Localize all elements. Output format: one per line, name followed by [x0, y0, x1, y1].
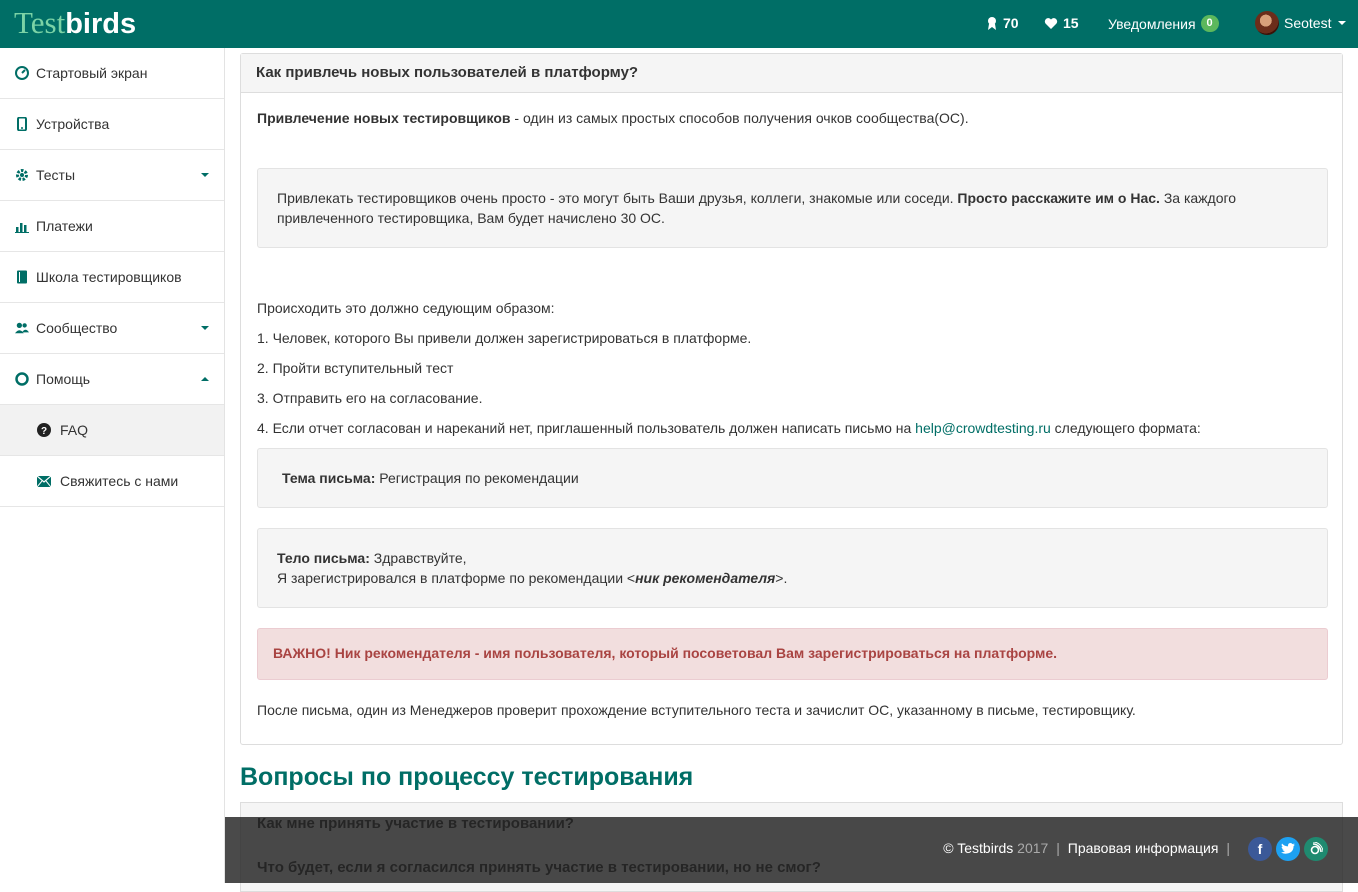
steps-intro: Происходить это должно седующим образом:: [257, 300, 555, 316]
logo-part-2: birds: [65, 8, 137, 40]
sidebar-item-devices[interactable]: [0, 99, 224, 150]
copyright: © Testbirds: [943, 840, 1014, 856]
likes-counter[interactable]: [1044, 15, 1079, 31]
footer-separator: |: [1226, 840, 1230, 856]
sidebar-item-label: Сообщество: [36, 320, 118, 336]
book-icon: [15, 270, 29, 284]
body-line-2a: Я зарегистрировался в платформе по рекомендации <: [277, 570, 636, 586]
sidebar-item-faq[interactable]: [0, 405, 224, 456]
footer-separator: |: [1056, 840, 1060, 856]
sidebar-item-label: Платежи: [36, 218, 93, 234]
subject-value: Регистрация по рекомендации: [375, 470, 579, 486]
well-bold: Просто расскажите им о Нас.: [957, 190, 1160, 206]
sidebar-item-tests[interactable]: [0, 150, 224, 201]
email-subject-well: [257, 448, 1328, 508]
chevron-down-icon: [201, 173, 209, 177]
username: Seotest: [1284, 15, 1332, 31]
facebook-icon[interactable]: f: [1248, 837, 1272, 861]
chevron-down-icon: [201, 326, 209, 330]
points-value: 70: [1003, 15, 1019, 31]
legal-link[interactable]: Правовая информация: [1067, 840, 1219, 856]
step-4-after: следующего формата:: [1050, 420, 1201, 436]
notifications-badge: 0: [1201, 15, 1219, 32]
sidebar-item-school[interactable]: [0, 252, 224, 303]
dashboard-icon: [15, 66, 29, 80]
step-4: [257, 418, 1201, 438]
important-alert: ВАЖНО! Ник рекомендателя - имя пользователя, который посоветовал Вам зарегистрироваться на платформе.: [257, 628, 1328, 680]
users-icon: [15, 321, 29, 335]
footer: [225, 817, 1358, 883]
intro-paragraph: [257, 108, 969, 128]
outro-paragraph: После письма, один из Менеджеров проверит прохождение вступительного теста и зачислит ОС, указанному в письме, тестировщику.: [257, 702, 1136, 718]
well-line-2: привлеченного тестировщика, Вам будет начислено 30 ОС.: [277, 210, 665, 226]
help-email-link[interactable]: help@crowdtesting.ru: [915, 420, 1051, 436]
avatar: [1255, 11, 1279, 35]
footer-text: [943, 840, 1234, 856]
sidebar-item-community[interactable]: [0, 303, 224, 354]
bar-chart-icon: [15, 219, 29, 233]
sidebar-item-label: Школа тестировщиков: [36, 269, 182, 285]
user-menu[interactable]: [1255, 11, 1346, 35]
intro-bold: Привлечение новых тестировщиков: [257, 110, 511, 126]
faq-question-title[interactable]: Как привлечь новых пользователей в платформу?: [241, 54, 1342, 93]
gear-icon: [15, 168, 29, 182]
sidebar-item-label: Свяжитесь с нами: [60, 473, 179, 489]
testbirds-logo[interactable]: [14, 4, 136, 43]
envelope-icon: [37, 474, 51, 488]
step-2: 2. Пройти вступительный тест: [257, 360, 454, 376]
logo-part-1: Test: [14, 5, 66, 40]
blog-icon[interactable]: [1304, 837, 1328, 861]
section-title: Вопросы по процессу тестирования: [240, 763, 694, 791]
info-well: [257, 168, 1328, 248]
step-4-text: 4. Если отчет согласован и нареканий нет, приглашенный пользователь должен написать письмо на: [257, 420, 916, 436]
chevron-down-icon: [1338, 21, 1346, 25]
well-text-2: За каждого: [1159, 190, 1237, 206]
sidebar-item-label: Стартовый экран: [36, 65, 148, 81]
email-body-well: [257, 528, 1328, 608]
top-navbar: [0, 0, 1358, 48]
body-line-1: Здравствуйте,: [369, 550, 467, 566]
sidebar-item-label: Помощь: [36, 371, 91, 387]
heart-icon: [1044, 17, 1058, 30]
body-label: Тело письма:: [277, 550, 370, 566]
points-counter[interactable]: [986, 15, 1019, 31]
chevron-up-icon: [201, 377, 209, 381]
step-1: 1. Человек, которого Вы привели должен зарегистрироваться в платформе.: [257, 330, 752, 346]
notifications-link[interactable]: [1108, 15, 1219, 32]
award-icon: [986, 16, 998, 30]
faq-panel: [240, 53, 1343, 745]
sidebar-item-help[interactable]: [0, 354, 224, 405]
well-text-1: Привлекать тестировщиков очень просто - это могут быть Ваши друзья, коллеги, знакомые или соседи.: [277, 190, 958, 206]
twitter-icon[interactable]: [1276, 837, 1300, 861]
sidebar-item-payments[interactable]: [0, 201, 224, 252]
sidebar-item-label: FAQ: [60, 422, 89, 438]
likes-value: 15: [1063, 15, 1079, 31]
question-icon: [37, 423, 51, 437]
intro-text: - один из самых простых способов получения очков сообщества(ОС).: [510, 110, 969, 126]
svg-text:?: ?: [40, 426, 48, 437]
sidebar-item-label: Тесты: [36, 167, 76, 183]
notifications-label: Уведомления: [1108, 15, 1196, 32]
sidebar-item-dashboard[interactable]: [0, 48, 224, 99]
subject-label: Тема письма:: [282, 470, 376, 486]
step-3: 3. Отправить его на согласование.: [257, 390, 483, 406]
body-line-2b: >.: [775, 570, 788, 586]
copyright-year: 2017: [1017, 840, 1049, 856]
lifebuoy-icon: [15, 372, 29, 386]
body-nick: ник рекомендателя: [635, 570, 776, 586]
sidebar-item-label: Устройства: [36, 116, 110, 132]
sidebar: [0, 48, 225, 883]
mobile-icon: [15, 117, 29, 131]
sidebar-item-contact[interactable]: [0, 456, 224, 507]
